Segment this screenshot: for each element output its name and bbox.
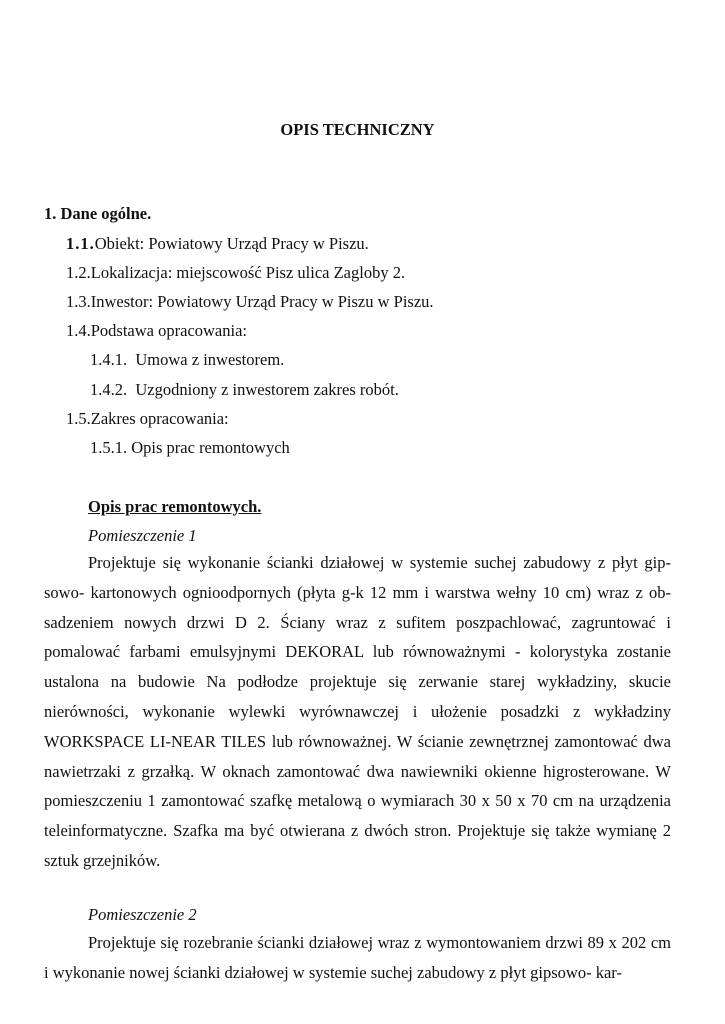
toc-number: 1.4.2. [90, 380, 128, 399]
works-heading: Opis prac remontowych. [88, 497, 262, 516]
toc-item-1-5 [66, 409, 229, 429]
room-1-description: Projektuje się wykonanie ścianki działowej w systemie suchej zabudowy z płyt gip-sowo- kartonowych ognioodpornych (płyta g-k 12 mm i warstwa wełny 10 cm) wraz z ob-sadzeniem nowych drzwi D 2. Ściany wraz z sufitem poszpachlować, zagruntować i pomalować farbami emulsyjnymi DEKORAL lub równoważnymi - kolorystyka zostanie ustalona na budowie Na podłodze projektuje się zerwanie starej wykładziny, skucie nierówności, wykonanie wylewki wyrównawczej i ułożenie posadzki z wykładziny WORKSPACE LI-NEAR TILES lub równoważnej. W ścianie zewnętrznej zamontować dwa nawietrzaki z grzałką. W oknach zamontować dwa nawiewniki okienne higrosterowane. W pomieszczeniu 1 zamontować szafkę metalową o wymiarach 30 x 50 x 70 cm na urządzenia teleinformatyczne. Szafka ma być otwierana z dwóch stron. Projektuje się także wymianę 2 sztuk grzejników. [44, 553, 671, 870]
section-heading-general: 1. Dane ogólne. [44, 204, 152, 223]
toc-item-1-3 [66, 292, 434, 312]
toc-text: Umowa z inwestorem. [135, 350, 285, 369]
room-1-title: Pomieszczenie 1 [88, 526, 197, 545]
toc-item-1-4-2 [90, 380, 399, 400]
toc-text: Opis prac remontowych [131, 438, 290, 457]
toc-text: Obiekt: Powiatowy Urząd Pracy w Piszu. [94, 234, 369, 253]
toc-number: 1.5. [66, 409, 91, 428]
toc-item-1-2 [66, 263, 405, 283]
toc-item-1-4-1 [90, 350, 284, 370]
document-title: OPIS TECHNICZNY [280, 120, 435, 139]
toc-text: Podstawa opracowania: [90, 321, 247, 340]
toc-text: Lokalizacja: miejscowość Pisz ulica Zagloby 2. [90, 263, 406, 282]
toc-number: 1.5.1. [90, 438, 128, 457]
toc-item-1-5-1 [90, 438, 290, 458]
room-2-description: Projektuje się rozebranie ścianki działowej wraz z wymontowaniem drzwi 89 x 202 cm i wykonanie nowej ścianki działowej w systemie suchej zabudowy z płyt gipsowo- kar- [44, 933, 671, 982]
toc-number: 1.1. [66, 234, 95, 253]
toc-number: 1.2. [66, 263, 91, 282]
toc-text: Zakres opracowania: [90, 409, 229, 428]
toc-number: 1.4. [66, 321, 91, 340]
toc-item-1-1 [66, 234, 369, 254]
room-2-title: Pomieszczenie 2 [88, 905, 197, 924]
toc-number: 1.4.1. [90, 350, 128, 369]
toc-text: Uzgodniony z inwestorem zakres robót. [135, 380, 399, 399]
toc-item-1-4 [66, 321, 247, 341]
toc-number: 1.3. [66, 292, 91, 311]
toc-text: Inwestor: Powiatowy Urząd Pracy w Piszu w Piszu. [90, 292, 434, 311]
